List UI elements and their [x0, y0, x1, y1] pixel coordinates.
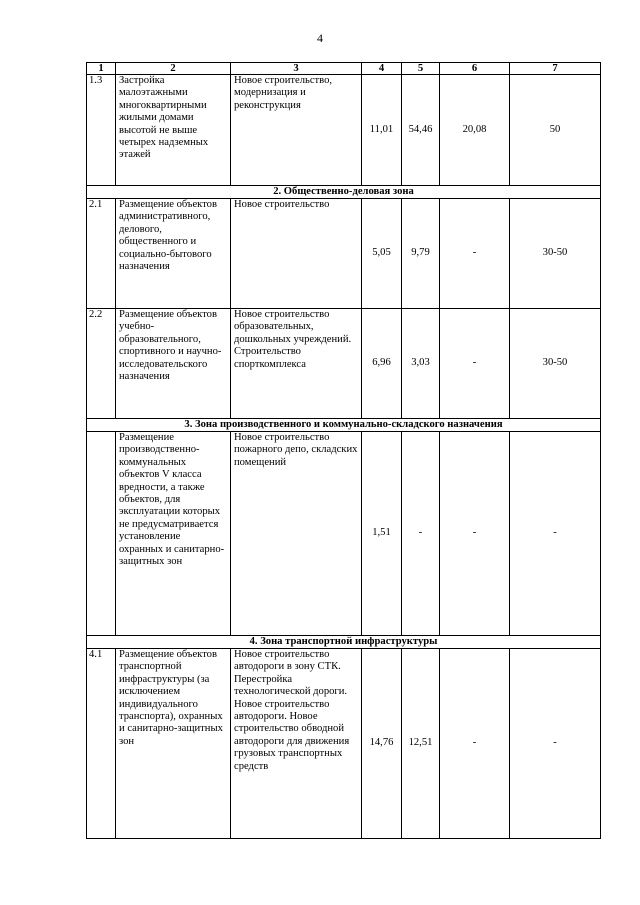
table-row: [87, 649, 601, 839]
row-index: 4.1: [87, 649, 116, 839]
value-cell: 50: [510, 75, 601, 186]
value-cell: 1,51: [362, 432, 402, 636]
value-cell: -: [510, 649, 601, 839]
zones-table: [86, 62, 601, 839]
section-row: [87, 636, 601, 649]
table-row: [87, 309, 601, 419]
object-cell: Застройка малоэтажными многоквартирными жилыми домами высотой не выше четырех надземных этажей: [116, 75, 231, 186]
value-cell: -: [440, 649, 510, 839]
column-header: 3: [231, 63, 362, 75]
value-cell: 30-50: [510, 309, 601, 419]
activity-cell: Новое строительство, модернизация и реконструкция: [231, 75, 362, 186]
value-cell: 11,01: [362, 75, 402, 186]
row-index: 1.3: [87, 75, 116, 186]
row-index: [87, 432, 116, 636]
activity-cell: Новое строительство образовательных, дошкольных учреждений. Строительство спорткомплекса: [231, 309, 362, 419]
table-header-row: [87, 63, 601, 75]
column-header: 6: [440, 63, 510, 75]
value-cell: 6,96: [362, 309, 402, 419]
value-cell: 5,05: [362, 199, 402, 309]
value-cell: 20,08: [440, 75, 510, 186]
activity-cell: Новое строительство: [231, 199, 362, 309]
column-header: 7: [510, 63, 601, 75]
value-cell: 9,79: [402, 199, 440, 309]
page-number: 4: [317, 31, 323, 45]
value-cell: 3,03: [402, 309, 440, 419]
column-header: 1: [87, 63, 116, 75]
activity-cell: Новое строительство пожарного депо, складских помещений: [231, 432, 362, 636]
section-title: 4. Зона транспортной инфраструктуры: [87, 636, 601, 649]
value-cell: -: [440, 199, 510, 309]
column-header: 5: [402, 63, 440, 75]
object-cell: Размещение объектов административного, делового, общественного и социально-бытового назначения: [116, 199, 231, 309]
row-index: 2.2: [87, 309, 116, 419]
row-index: 2.1: [87, 199, 116, 309]
section-row: [87, 419, 601, 432]
table-row: [87, 432, 601, 636]
object-cell: Размещение объектов транспортной инфраструктуры (за исключением индивидуального транспорта), охранных и санитарно-защитных зон: [116, 649, 231, 839]
value-cell: 54,46: [402, 75, 440, 186]
column-header: 2: [116, 63, 231, 75]
object-cell: Размещение объектов учебно-образовательного, спортивного и научно-исследовательского назначения: [116, 309, 231, 419]
section-title: 2. Общественно-деловая зона: [87, 186, 601, 199]
table-row: [87, 199, 601, 309]
value-cell: 30-50: [510, 199, 601, 309]
value-cell: 14,76: [362, 649, 402, 839]
table-row: [87, 75, 601, 186]
value-cell: -: [440, 309, 510, 419]
object-cell: Размещение производственно-коммунальных объектов V класса вредности, а также объектов, для эксплуатации которых не предусматривается установление охранных и санитарно-защитных зон: [116, 432, 231, 636]
column-header: 4: [362, 63, 402, 75]
value-cell: -: [510, 432, 601, 636]
value-cell: 12,51: [402, 649, 440, 839]
section-row: [87, 186, 601, 199]
value-cell: -: [402, 432, 440, 636]
activity-cell: Новое строительство автодороги в зону СТК. Перестройка технологической дороги. Новое строительство автодороги. Новое строительство обводной автодороги для движения грузовых транспортных средств: [231, 649, 362, 839]
value-cell: -: [440, 432, 510, 636]
section-title: 3. Зона производственного и коммунально-складского назначения: [87, 419, 601, 432]
